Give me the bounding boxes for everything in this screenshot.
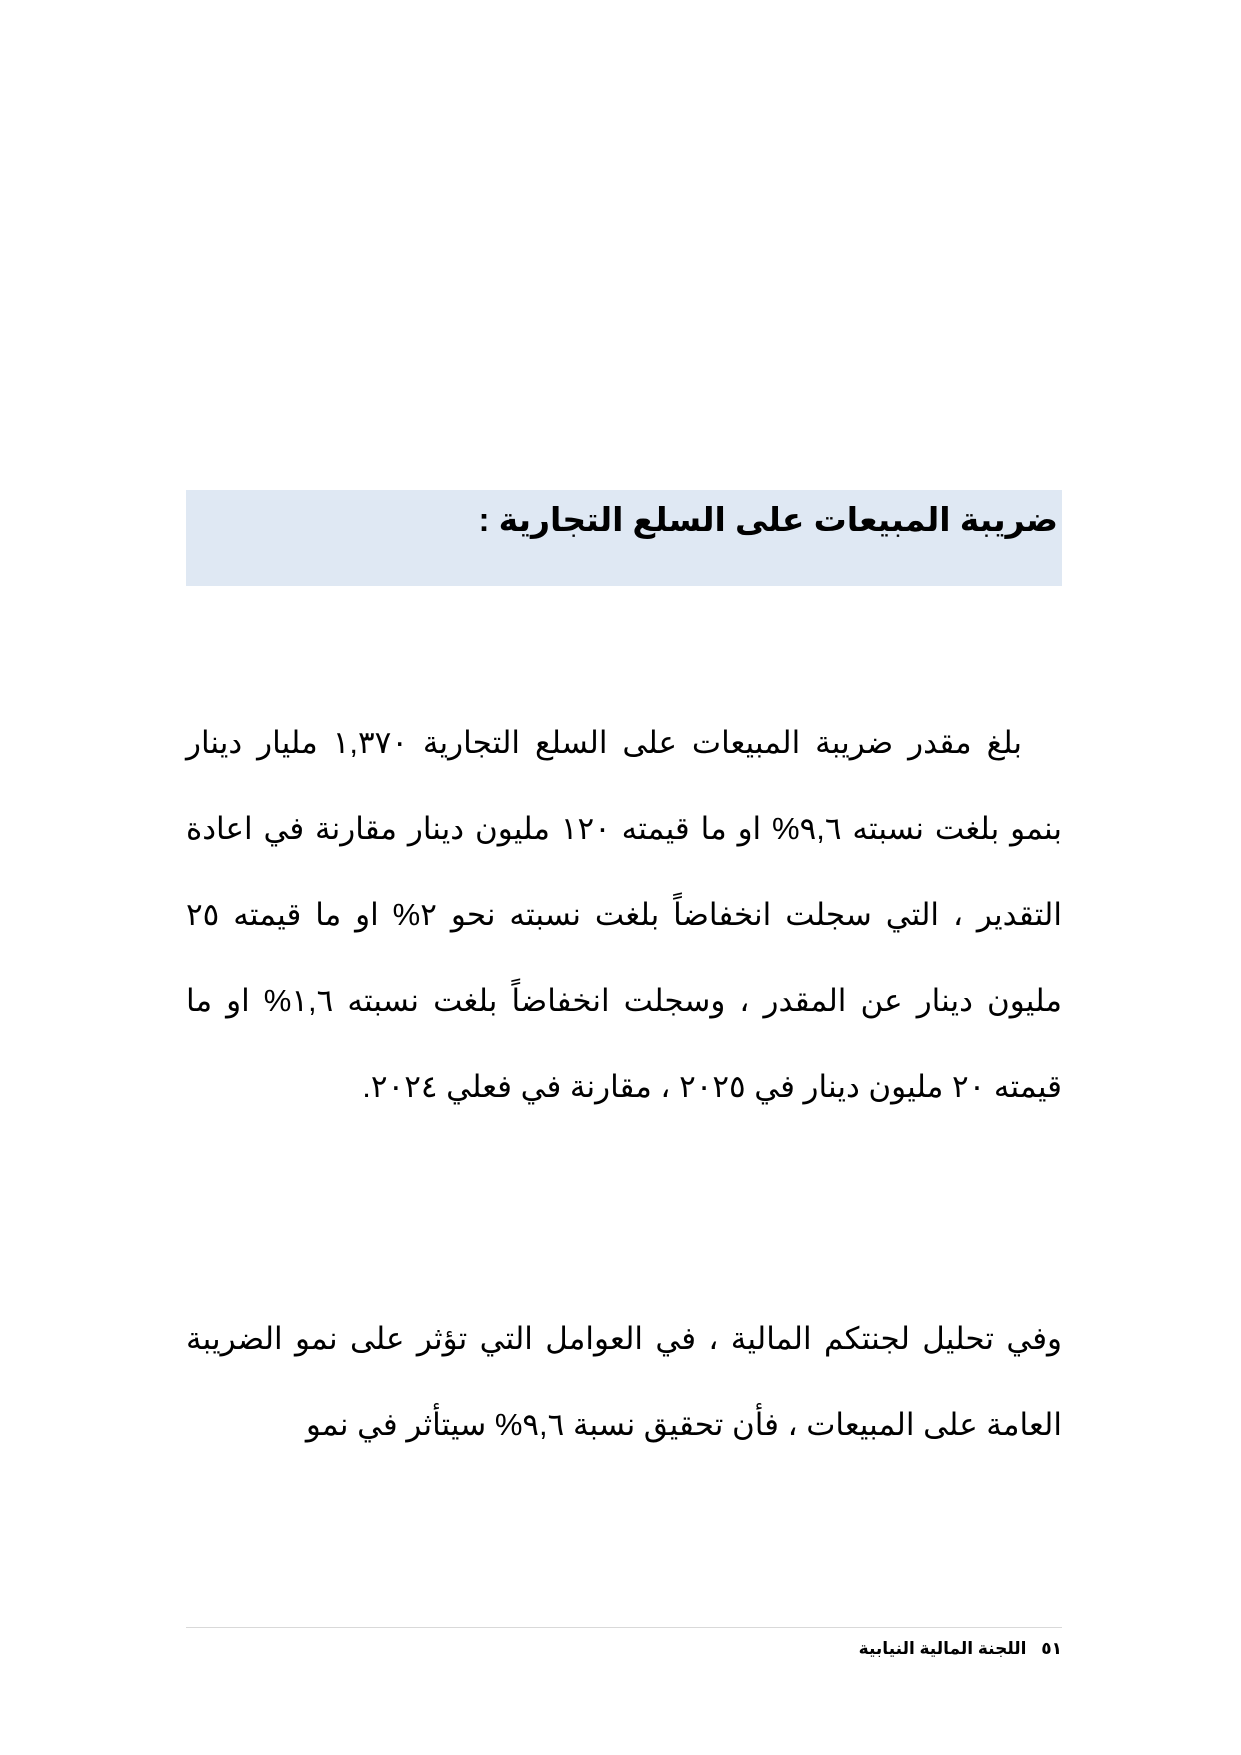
page-footer	[186, 1637, 1062, 1661]
paragraph-sales-tax-estimate: بلغ مقدر ضريبة المبيعات على السلع التجارية ١,٣٧٠ مليار دينار بنمو بلغت نسبته ٩,٦% او ما قيمته ١٢٠ مليون دينار مقارنة في اعادة التقدير ، التي سجلت انخفاضاً بلغت نسبته نحو ٢% او ما قيمته ٢٥ مليون دينار عن المقدر ، وسجلت انخفاضاً بلغت نسبته ١,٦% او ما قيمته ٢٠ مليون دينار في ٢٠٢٥ ، مقارنة في فعلي ٢٠٢٤.	[186, 725, 1063, 1104]
footer-divider	[186, 1627, 1062, 1628]
footer-committee-name: اللجنة المالية النيابية	[858, 1639, 1027, 1658]
paragraph-committee-analysis: وفي تحليل لجنتكم المالية ، في العوامل التي تؤثر على نمو الضريبة العامة على المبيعات ، فأن تحقيق نسبة ٩,٦% سيتأثر في نمو	[186, 1321, 1062, 1442]
section-heading-text: ضريبة المبيعات على السلع التجارية :	[478, 501, 1058, 538]
paragraph-analysis-container	[186, 1296, 1062, 1468]
page-number: ٥١	[1041, 1639, 1062, 1658]
section-heading	[186, 490, 1062, 586]
